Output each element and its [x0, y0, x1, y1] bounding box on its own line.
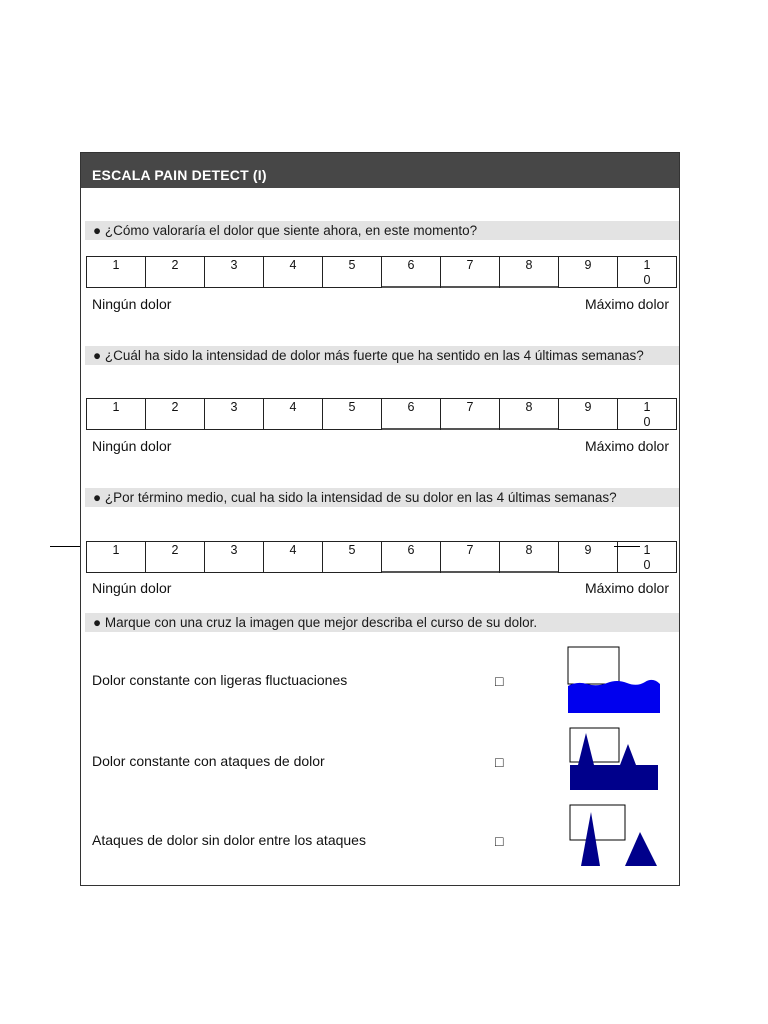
scale-1-max-label: Máximo dolor: [584, 296, 669, 312]
scale-1-option-2[interactable]: 2: [146, 257, 205, 287]
course-question: ● Marque con una cruz la imagen que mejor describa el curso de su dolor.: [85, 613, 679, 632]
form-title: ESCALA PAIN DETECT (I): [81, 153, 679, 188]
divider: [441, 286, 499, 288]
divider: [382, 428, 440, 430]
pain-detect-form: [80, 152, 680, 886]
constant-fluctuation-icon: [567, 646, 661, 714]
divider: [500, 571, 558, 573]
scale-3-option-2[interactable]: 2: [146, 542, 205, 572]
divider: [382, 286, 440, 288]
scale-2-option-7[interactable]: 7: [441, 399, 500, 429]
question-3: ● ¿Por término medio, cual ha sido la intensidad de su dolor en las 4 últimas semanas?: [85, 488, 679, 507]
scale-3-min-label: Ningún dolor: [92, 580, 172, 596]
course-option-3-checkbox[interactable]: □: [495, 833, 504, 849]
scale-2-option-2[interactable]: 2: [146, 399, 205, 429]
scale-2-option-5[interactable]: 5: [323, 399, 382, 429]
scale-3-option-9[interactable]: 9: [559, 542, 618, 572]
scale-3-option-8[interactable]: 8: [500, 542, 559, 572]
constant-with-attacks-icon: [568, 727, 660, 793]
scale-2-option-8[interactable]: 8: [500, 399, 559, 429]
scale-2-option-3[interactable]: 3: [205, 399, 264, 429]
scale-3-option-7[interactable]: 7: [441, 542, 500, 572]
course-option-2-label: Dolor constante con ataques de dolor: [92, 753, 325, 769]
divider: [500, 428, 558, 430]
scale-2-option-4[interactable]: 4: [264, 399, 323, 429]
scale-2-option-1[interactable]: 1: [87, 399, 146, 429]
scale-3-option-1[interactable]: 1: [87, 542, 146, 572]
divider: [441, 428, 499, 430]
scale-3-option-5[interactable]: 5: [323, 542, 382, 572]
course-option-2-checkbox[interactable]: □: [495, 754, 504, 770]
scale-1-option-4[interactable]: 4: [264, 257, 323, 287]
divider: [500, 286, 558, 288]
scale-2-max-label: Máximo dolor: [584, 438, 669, 454]
scale-3-option-3[interactable]: 3: [205, 542, 264, 572]
question-1: ● ¿Cómo valoraría el dolor que siente ahora, en este momento?: [85, 221, 679, 240]
scale-1-option-9[interactable]: 9: [559, 257, 618, 287]
scale-2-min-label: Ningún dolor: [92, 438, 172, 454]
scale-2-option-9[interactable]: 9: [559, 399, 618, 429]
course-option-1-checkbox[interactable]: □: [495, 673, 504, 689]
scale-3-max-label: Máximo dolor: [584, 580, 669, 596]
scale-1-option-1[interactable]: 1: [87, 257, 146, 287]
scale-2: [86, 398, 677, 430]
scale-1-option-10[interactable]: 1 0: [643, 258, 651, 287]
divider: [441, 571, 499, 573]
scale-3-option-10[interactable]: 1 0: [643, 543, 651, 572]
scale-1-option-6[interactable]: 6: [382, 257, 441, 287]
course-option-3-label: Ataques de dolor sin dolor entre los ataques: [92, 832, 366, 848]
scale-3-option-6[interactable]: 6: [382, 542, 441, 572]
scale-1: [86, 256, 677, 288]
scale-1-option-7[interactable]: 7: [441, 257, 500, 287]
scale-1-option-8[interactable]: 8: [500, 257, 559, 287]
pointer-line-inner: [614, 546, 640, 547]
scale-2-option-10[interactable]: 1 0: [643, 400, 651, 429]
scale-2-option-6[interactable]: 6: [382, 399, 441, 429]
scale-1-min-label: Ningún dolor: [92, 296, 172, 312]
divider: [382, 571, 440, 573]
scale-1-option-3[interactable]: 3: [205, 257, 264, 287]
attacks-without-pain-icon: [569, 804, 659, 868]
course-option-1-label: Dolor constante con ligeras fluctuaciones: [92, 672, 348, 688]
scale-3: [86, 541, 677, 573]
scale-1-option-5[interactable]: 5: [323, 257, 382, 287]
question-2: ● ¿Cuál ha sido la intensidad de dolor más fuerte que ha sentido en las 4 últimas semanas?: [85, 346, 679, 365]
scale-3-option-4[interactable]: 4: [264, 542, 323, 572]
